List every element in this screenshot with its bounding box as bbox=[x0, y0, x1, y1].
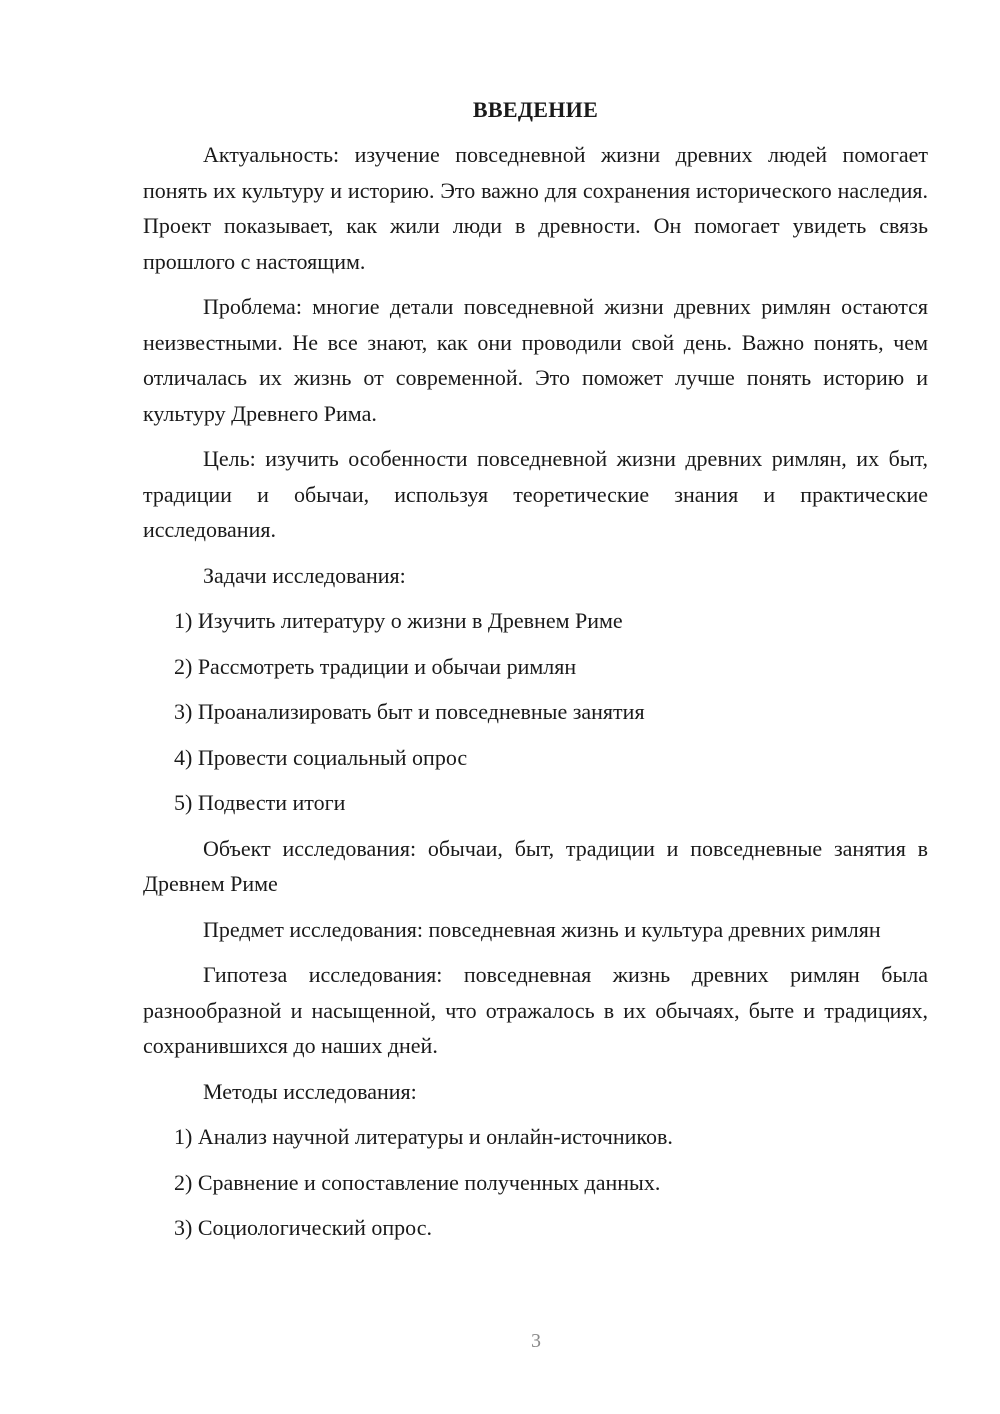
list-item: 1) Изучить литературу о жизни в Древнем Риме bbox=[174, 608, 623, 633]
object-paragraph: Объект исследования: обычаи, быт, традиции и повседневные занятия в Древнем Риме bbox=[143, 835, 928, 896]
list-item: 2) Сравнение и сопоставление полученных данных. bbox=[174, 1169, 661, 1195]
tasks-list bbox=[143, 603, 928, 821]
methods-list bbox=[143, 1119, 928, 1246]
hypothesis-paragraph: Гипотеза исследования: повседневная жизнь древних римлян была разнообразной и насыщенной, что отражалось в их обычаях, быте и традициях, сохранившихся до наших дней. bbox=[143, 962, 928, 1058]
relevance-paragraph: Актуальность: изучение повседневной жизни древних людей помогает понять их культуру и историю. Это важно для сохранения исторического наследия. Проект показывает, как жили люди в древности. Он помогает увидеть связь прошлого с настоящим. bbox=[143, 142, 928, 274]
document-page bbox=[143, 92, 928, 1256]
list-item: 2) Рассмотреть традиции и обычаи римлян bbox=[174, 653, 577, 679]
tasks-heading: Задачи исследования: bbox=[203, 562, 406, 588]
list-item: 3) Проанализировать быт и повседневные занятия bbox=[174, 699, 645, 724]
methods-heading: Методы исследования: bbox=[203, 1078, 417, 1104]
list-item: 1) Анализ научной литературы и онлайн-источников. bbox=[174, 1124, 673, 1149]
list-item: 5) Подвести итоги bbox=[174, 790, 346, 815]
list-item: 4) Провести социальный опрос bbox=[174, 744, 468, 770]
page-number: 3 bbox=[531, 1330, 541, 1352]
subject-paragraph: Предмет исследования: повседневная жизнь и культура древних римлян bbox=[203, 916, 881, 942]
goal-paragraph: Цель: изучить особенности повседневной жизни древних римлян, их быт, традиции и обычаи, используя теоретические знания и практические исследования. bbox=[143, 446, 928, 542]
section-title: ВВЕДЕНИЕ bbox=[472, 97, 599, 122]
list-item: 3) Социологический опрос. bbox=[174, 1215, 432, 1240]
problem-paragraph: Проблема: многие детали повседневной жизни древних римлян остаются неизвестными. Не все знают, как они проводили свой день. Важно понять, чем отличалась их жизнь от современной. Это поможет лучше понять историю и культуру Древнего Рима. bbox=[143, 294, 928, 426]
